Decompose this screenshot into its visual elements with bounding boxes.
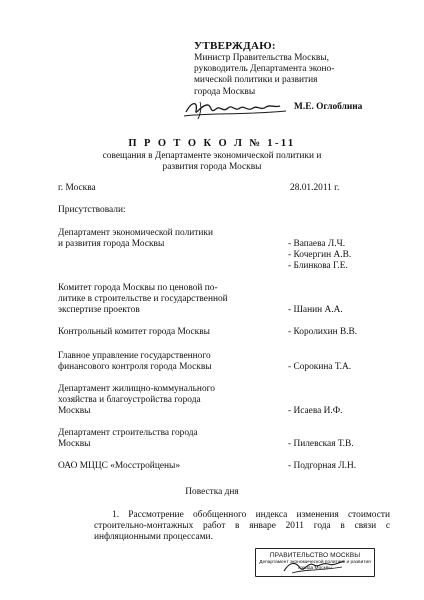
department-stamp: [255, 548, 375, 577]
stamp-subtitle: Департамент экономической политики и развития города Москвы: [259, 560, 371, 571]
attendee-name: - Вапаева Л.Ч.: [288, 239, 346, 249]
organization-name: Комитет города Москвы по ценовой по-: [58, 283, 218, 293]
organization-name: финансового контроля города Москвы: [58, 362, 212, 372]
signatory-name: М.Е. Оглоблина: [294, 102, 363, 112]
agenda-heading: Повестка дня: [185, 487, 239, 497]
approval-line: руководитель Департамента эконо-: [194, 64, 335, 75]
approval-line: мической политики и развития: [194, 75, 318, 86]
approval-line: Министр Правительства Москвы,: [194, 53, 329, 63]
approval-heading: УТВЕРЖДАЮ:: [194, 40, 276, 52]
attendee-name: - Сорокина Т.А.: [288, 362, 352, 372]
organization-name: Департамент жилищно-коммунального: [58, 384, 215, 394]
protocol-subtitle: развития города Москвы: [162, 162, 262, 172]
organization-name: ОАО МЦЦС «Мосстройцены»: [58, 461, 181, 471]
attendee-name: - Блинкова Г.Е.: [288, 261, 348, 271]
organization-name: Контрольный комитет города Москвы: [58, 327, 210, 337]
date: 28.01.2011 г.: [290, 183, 340, 193]
protocol-title: П Р О Т О К О Л № 1-11: [128, 138, 296, 149]
stamp-title: ПРАВИТЕЛЬСТВО МОСКВЫ: [269, 552, 361, 559]
organization-name: и развития города Москвы: [58, 239, 165, 249]
organization-name: Департамент строительства города: [58, 428, 198, 438]
attendee-name: - Королихин В.В.: [288, 327, 358, 337]
organization-name: Москвы: [58, 406, 91, 416]
handwritten-signature: [182, 99, 292, 121]
agenda-item: 1. Рассмотрение обобщенного индекса изменения стоимости строительно-монтажных работ в январе 2011 года в связи с инфляционными процессами.: [94, 510, 390, 543]
protocol-subtitle: совещания в Департаменте экономической политики и: [102, 151, 322, 161]
signature-row: [182, 99, 422, 121]
attendee-name: - Шанин А.А.: [288, 305, 343, 315]
approval-block: [194, 40, 416, 98]
attendee-name: - Кочергин А.В.: [288, 250, 352, 260]
attendees-label: Присутствовали:: [58, 205, 126, 215]
organization-name: Москвы: [58, 439, 91, 449]
place: г. Москва: [58, 183, 96, 193]
attendee-name: - Подгорная Л.Н.: [288, 461, 357, 471]
organization-name: литике в строительстве и государственной: [58, 294, 228, 304]
approval-line: города Москвы: [194, 86, 256, 97]
attendee-name: - Пилевская Т.В.: [288, 439, 354, 449]
organization-name: Главное управление государственного: [58, 351, 211, 361]
organization-name: хозяйства и благоустройства города: [58, 395, 201, 405]
organization-name: экспертизе проектов: [58, 305, 140, 315]
organization-name: Департамент экономической политики: [58, 228, 213, 238]
attendee-name: - Исаева И.Ф.: [288, 406, 343, 416]
stamp-signature: [280, 557, 350, 576]
